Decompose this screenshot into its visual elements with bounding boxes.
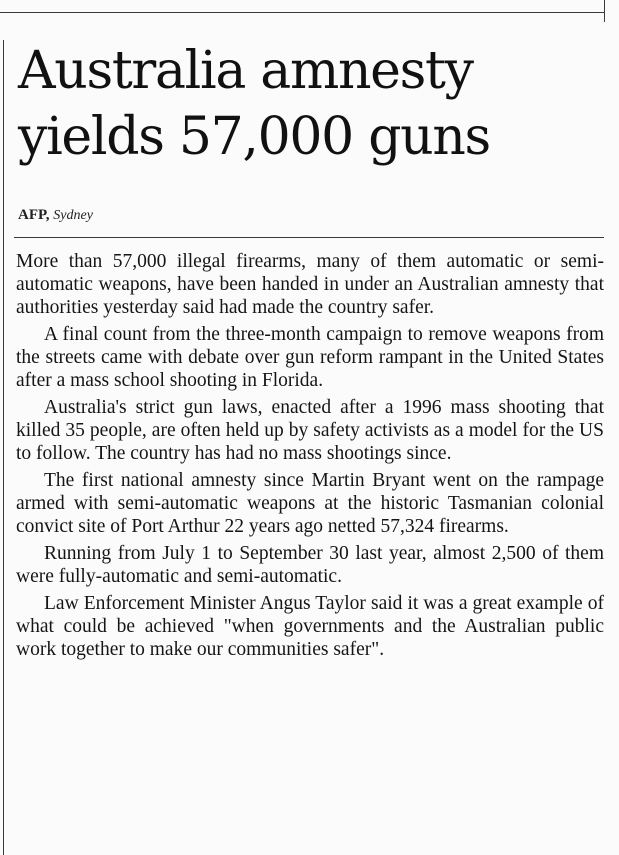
- paragraph-6: Law Enforcement Minister Angus Taylor said it was a great example of what could be achieved "when governments and the Australian public work together to make our communities safer".: [16, 593, 604, 660]
- right-border-rule: [604, 0, 605, 22]
- headline: Australia amnesty yields 57,000 guns: [18, 41, 490, 167]
- byline-rule: [14, 237, 604, 238]
- byline-place: Sydney: [53, 208, 93, 223]
- left-column-rule: [3, 40, 4, 855]
- byline-agency: AFP,: [18, 207, 50, 223]
- paragraph-3: Australia's strict gun laws, enacted after a 1996 mass shooting that killed 35 people, are often held up by safety activists as a model for the US to follow. The country has had no mass shootings since.: [16, 397, 604, 464]
- byline: [18, 207, 93, 224]
- paragraph-5: Running from July 1 to September 30 last year, almost 2,500 of them were fully-automatic and semi-automatic.: [16, 543, 604, 587]
- article-body: [16, 250, 604, 665]
- paragraph-2: A final count from the three-month campaign to remove weapons from the streets came with debate over gun reform rampant in the United States after a mass school shooting in Florida.: [16, 324, 604, 391]
- top-border-rule: [0, 12, 604, 13]
- paragraph-4: The first national amnesty since Martin Bryant went on the rampage armed with semi-automatic weapons at the historic Tasmanian colonial convict site of Port Arthur 22 years ago netted 57,324 firearms.: [16, 470, 604, 537]
- paragraph-1: More than 57,000 illegal firearms, many of them automatic or semi-automatic weapons, have been handed in under an Australian amnesty that authorities yesterday said had made the country safer.: [16, 251, 604, 318]
